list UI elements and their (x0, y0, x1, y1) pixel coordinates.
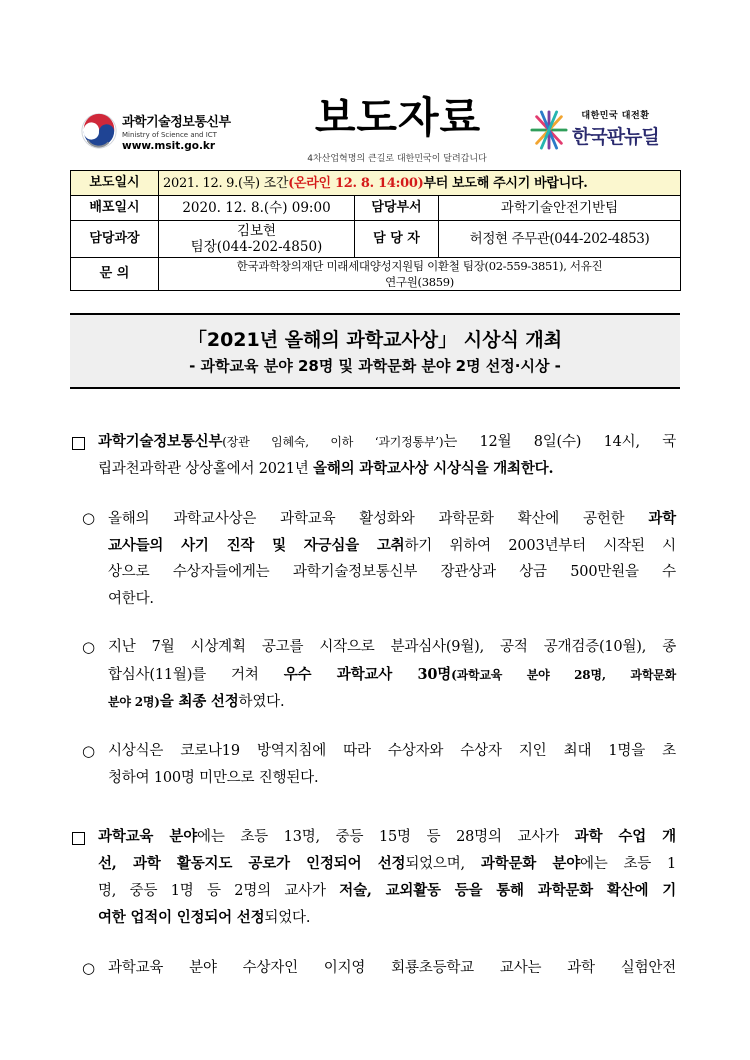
b1-text-2: 하기 위하여 2003년부터 시작된 시 (404, 538, 676, 554)
event-name: 올해의 과학교사상 시상식을 개최한다. (313, 460, 554, 477)
p2-text-5: 되었다. (264, 910, 311, 926)
p2-bold-6: 여한 업적이 인정되어 선정 (98, 909, 265, 926)
circle-bullet-icon: ○ (82, 959, 96, 977)
bullet-1-line-3: 상으로 수상자들에게는 과학기술정보통신부 장관상과 상금 500만원을 수 (108, 564, 676, 580)
new-deal-name: 한국판뉴딜 (572, 126, 659, 148)
release-date-label: 보도일시 (71, 171, 159, 196)
new-deal-identity (572, 108, 659, 149)
bullet-4-line-1: 과학교육 분야 수상자인 이지영 회룡초등학교 교사는 과학 실험안전 (108, 960, 676, 976)
bullet-4 (108, 955, 676, 982)
b2-aside-2: 분야 2명) (108, 695, 160, 709)
new-deal-logo-icon (530, 108, 568, 152)
b2-bold-2: 을 최종 선정 (159, 693, 239, 710)
p2-bold: 과학교육 분야 (98, 828, 198, 845)
b1-bold-2: 교사들의 사기 진작 및 자긍심을 고취 (108, 537, 405, 554)
bullet-2-line-1: 지난 7월 시상계획 공고를 시작으로 분과심사(9월), 공적 공개검증(10월), 종 (108, 639, 676, 655)
bullet-1 (108, 505, 676, 613)
event-time: 는 12월 8일(수) 14시, 국 (443, 434, 676, 450)
header (0, 0, 750, 170)
p2-bold-5: 저술, 교외활동 등을 통해 과학문화 확산에 기 (339, 882, 677, 899)
b2-aside: (과학교육 분야 28명, 과학문화 (451, 668, 676, 682)
manager-row (71, 221, 681, 258)
slogan: 4차산업혁명의 큰길로 대한민국이 달려갑니다 (307, 154, 487, 164)
bullet-1-line-1 (108, 505, 676, 532)
circle-bullet-icon: ○ (82, 638, 96, 656)
new-deal-subtitle: 대한민국 대전환 (581, 111, 650, 121)
venue-text: 립과천과학관 상상홀에서 2021년 (98, 461, 314, 477)
p2-text-3: 에는 초등 1 (580, 856, 676, 872)
paragraph-1-line-2 (98, 455, 676, 482)
p2-text: 에는 초등 13명, 중등 15명 등 28명의 교사가 (197, 829, 575, 845)
manager-phone: 팀장(044-202-4850) (190, 239, 323, 255)
headline-title: 「2021년 올해의 과학교사상」 시상식 개최 (187, 329, 563, 351)
p2-text-2: 되었으며, (405, 856, 481, 872)
press-release-title: 보도자료 (314, 93, 482, 142)
inquiry-line-1: 한국과학창의재단 미래세대양성지원팀 이환철 팀장(02-559-3851), 서유진 (236, 259, 603, 273)
b2-text: 합심사(11월)를 거쳐 (108, 667, 284, 683)
inquiry-value (159, 258, 681, 291)
square-bullet-icon (72, 437, 85, 450)
ministry-english-name: Ministry of Science and ICT (122, 131, 217, 139)
b2-bold: 우수 과학교사 30명 (283, 666, 452, 683)
p2-text-4: 명, 중등 1명 등 2명의 교사가 (98, 883, 340, 899)
distribution-label: 배포일시 (71, 196, 159, 221)
release-notice: 부터 보도해 주시기 바랍니다. (423, 175, 588, 191)
b1-bold: 과학 (648, 510, 676, 527)
manager-name: 김보현 (236, 223, 277, 239)
bullet-3-line-1: 시상식은 코로나19 방역지침에 따라 수상자와 수상자 지인 최대 1명을 초 (108, 743, 676, 759)
online-release-time: (온라인 12. 8. 14:00) (288, 175, 424, 191)
square-bullet-icon (72, 832, 85, 845)
b2-text-2: 하였다. (238, 694, 285, 710)
contact-value: 허정현 주무관(044-202-4853) (439, 221, 681, 258)
bullet-2-line-3 (108, 688, 676, 715)
inquiry-row (71, 258, 681, 291)
headline-subtitle: - 과학교육 분야 28명 및 과학문화 분야 2명 선정·시상 - (189, 357, 561, 375)
bullet-3-line-2: 청하여 100명 미만으로 진행된다. (108, 770, 319, 786)
paragraph-2-line-3 (98, 877, 676, 904)
ministry-identity (122, 111, 231, 152)
paragraph-1-line-1 (98, 428, 676, 455)
b1-text: 올해의 과학교사상은 과학교육 활성화와 과학문화 확산에 공헌한 (108, 511, 649, 527)
release-date-row (71, 171, 681, 196)
ministry-ref: 과학기술정보통신부 (98, 433, 223, 450)
release-date-value (159, 171, 681, 196)
paragraph-1 (98, 428, 676, 482)
p2-bold-3: 선, 과학 활동지도 공로가 인정되어 선정 (98, 855, 406, 872)
ministry-url: www.msit.go.kr (122, 140, 216, 152)
manager-label: 담당과장 (71, 221, 159, 258)
p2-bold-4: 과학문화 분야 (480, 855, 580, 872)
bullet-2 (108, 634, 676, 715)
contact-label: 담 당 자 (355, 221, 439, 258)
ministry-name: 과학기술정보통신부 (122, 115, 231, 130)
release-date: 2021. 12. 9.(목) 조간 (163, 175, 289, 191)
bullet-2-line-2 (108, 661, 676, 688)
paragraph-2 (98, 823, 676, 931)
ministry-aside: (장관 임혜숙, 이하 ‘과기정통부’) (222, 435, 444, 449)
bullet-1-line-2 (108, 532, 676, 559)
distribution-date: 2020. 12. 8.(수) 09:00 (159, 196, 355, 221)
inquiry-line-2: 연구원(3859) (385, 275, 454, 289)
circle-bullet-icon: ○ (82, 509, 96, 527)
bullet-3 (108, 738, 676, 792)
paragraph-2-line-2 (98, 850, 676, 877)
department-value: 과학기술안전기반팀 (439, 196, 681, 221)
headline-box (70, 313, 680, 389)
manager-value (159, 221, 355, 258)
distribution-row (71, 196, 681, 221)
release-info-table (70, 170, 681, 291)
department-label: 담당부서 (355, 196, 439, 221)
inquiry-label: 문 의 (71, 258, 159, 291)
circle-bullet-icon: ○ (82, 742, 96, 760)
paragraph-2-line-4 (98, 904, 676, 931)
taegeuk-logo-icon (80, 112, 118, 150)
bullet-1-line-4: 여한다. (108, 591, 154, 607)
p2-bold-2: 과학 수업 개 (574, 828, 676, 845)
paragraph-2-line-1 (98, 823, 676, 850)
